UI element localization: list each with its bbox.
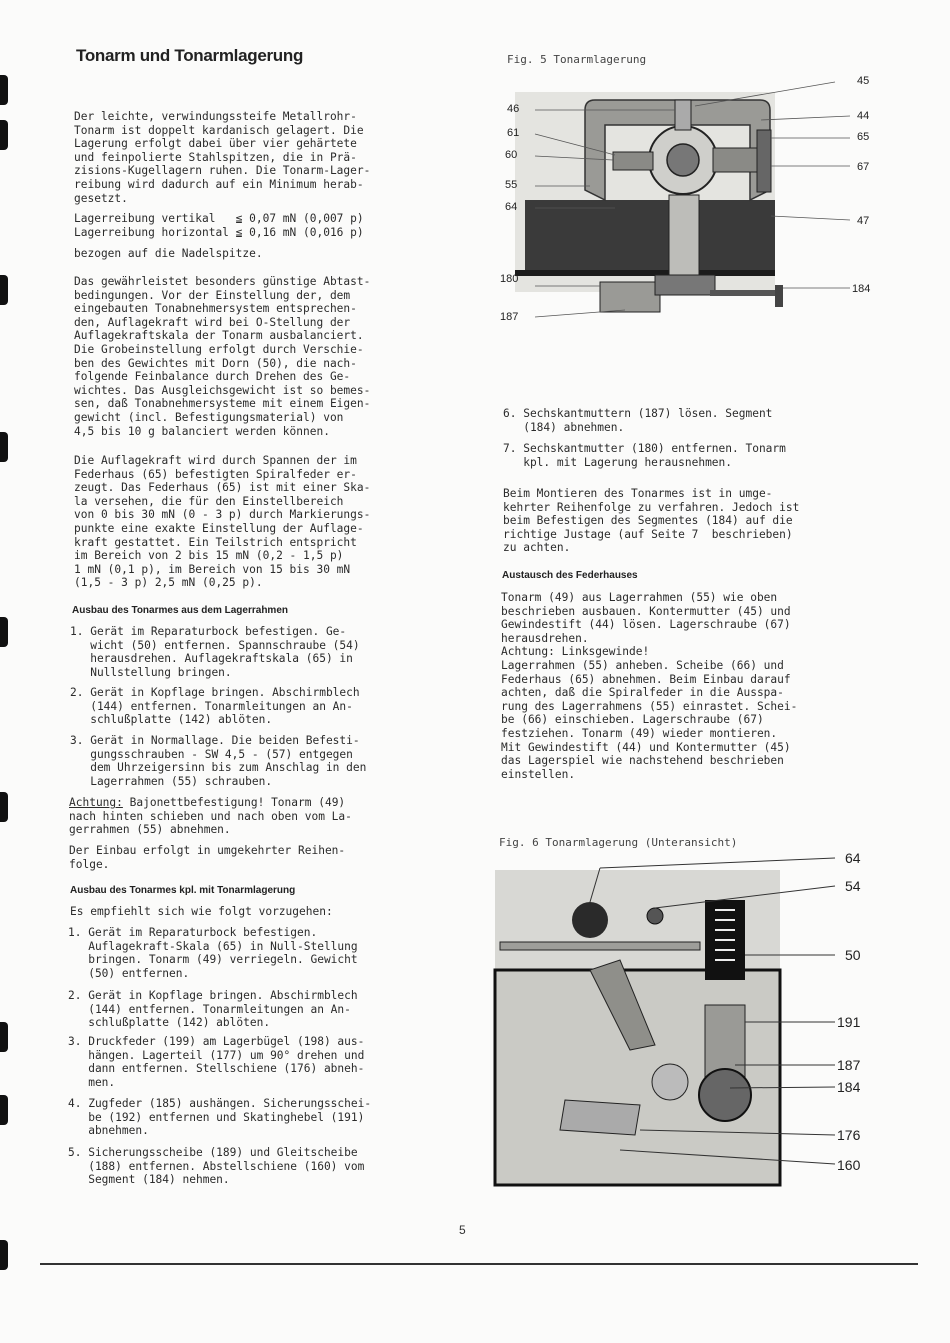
page-title: Tonarm und Tonarmlagerung	[76, 46, 304, 65]
complete-step-4: 4. Zugfeder (185) aushängen. Sicherungsschei- be (192) entfernen und Skatinghebel (191) abnehmen.	[68, 1097, 372, 1138]
fig5-label-64: 64	[505, 201, 518, 213]
fig5-shaft	[669, 195, 699, 280]
fig5-label-180: 180	[500, 273, 519, 285]
fig6-label-64: 64	[845, 850, 861, 866]
complete-step-1: 1. Gerät im Reparaturbock befestigen. Auflagekraft-Skala (65) in Null-Stellung bringen. Tonarm (49) verriegeln. Gewicht (50) entfernen.	[68, 926, 358, 980]
fig6-label-187: 187	[837, 1057, 861, 1073]
section-heading-complete-removal: Ausbau des Tonarmes kpl. mit Tonarmlagerung	[70, 885, 296, 896]
fig6-label-176: 176	[837, 1127, 861, 1143]
fig6-counterweight	[572, 902, 608, 938]
fig5-label-55: 55	[505, 179, 518, 191]
fig5-label-184: 184	[852, 283, 871, 295]
intro-paragraph: Der leichte, verwindungssteife Metallrohr- Tonarm ist doppelt kardanisch gelagert. Die Lagerung erfolgt dabei über vier gehärtete und feinpolierte Stahlspitzen, die in Prä- zisions-Kugellagern ruhen. Die Tonarm-Lager- reibung wird dadurch auf ein Minimum herab- gesetzt.	[74, 110, 371, 205]
fig5-caption: Fig. 5 Tonarmlagerung	[507, 53, 647, 66]
fig6-caption: Fig. 6 Tonarmlagerung (Unteransicht)	[499, 836, 738, 849]
fig6-label-50: 50	[845, 947, 861, 963]
section-heading-removal: Ausbau des Tonarmes aus dem Lagerrahmen	[72, 605, 288, 616]
fig5-label-44: 44	[857, 110, 870, 122]
attention-text: Bajonettbefestigung! Tonarm (49) nach hinten schieben und nach oben vom La- gerrahmen (55) abnehmen.	[69, 796, 352, 837]
fig5-label-187: 187	[500, 311, 519, 323]
fig6-rail	[560, 1100, 640, 1135]
tracking-force-paragraph: Die Auflagekraft wird durch Spannen der im Federhaus (65) befestigten Spiralfeder er- zeugt. Das Federhaus (65) ist mit einer Ska- la versehen, die für den Einstellbereich von 0 bis 30 mN (0 - 3 p) durch Markierungs- punkte eine exakte Einstellung der Auflage- kraft gestattet. Ein Teilstrich entspricht im Bereich von 2 bis 15 mN (0,2 - 1,5 p) 1 mN (0,1 p), im Bereich von 15 bis 30 mN (1,5 - 3 p) 2,5 mN (0,25 p).	[74, 454, 371, 590]
fig5-label-65: 65	[857, 131, 870, 143]
fig5-nut	[600, 282, 660, 312]
complete-step-2: 2. Gerät in Kopflage bringen. Abschirmblech (144) entfernen. Tonarmleitungen an An- schlußplatte (142) ablöten.	[68, 989, 358, 1030]
removal-step-2: 2. Gerät in Kopflage bringen. Abschirmblech (144) entfernen. Tonarmleitungen an An- schlußplatte (142) ablöten.	[70, 686, 360, 727]
section-heading-spring-housing: Austausch des Federhauses	[502, 570, 638, 581]
complete-step-3: 3. Druckfeder (199) am Lagerbügel (198) aus- hängen. Lagerteil (177) um 90° drehen und dann entfernen. Stellschiene (176) abneh- men.	[68, 1035, 365, 1089]
friction-values: Lagerreibung vertikal ≦ 0,07 mN (0,007 p) Lagerreibung horizontal ≦ 0,16 mN (0,016 p)	[74, 212, 364, 239]
fig5-bearing-drawing	[495, 70, 905, 340]
fig5-spring-housing	[757, 130, 771, 192]
fig5-label-47: 47	[857, 215, 870, 227]
fig6-tonearm-tube	[500, 942, 700, 950]
fig6-label-160: 160	[837, 1157, 861, 1173]
page-number: 5	[459, 1223, 466, 1237]
fig5-label-46: 46	[507, 103, 520, 115]
fig6-segment-knob	[699, 1069, 751, 1121]
attention-label: Achtung:	[69, 796, 123, 809]
complete-step-7: 7. Sechskantmutter (180) entfernen. Tonarm kpl. mit Lagerung herausnehmen.	[503, 442, 786, 469]
fig6-label-184: 184	[837, 1079, 861, 1095]
reassembly-note: Der Einbau erfolgt in umgekehrter Reihen- folge.	[69, 844, 346, 871]
fig6-label-54: 54	[845, 878, 861, 894]
fig5-label-67: 67	[857, 161, 870, 173]
complete-step-6: 6. Sechskantmuttern (187) lösen. Segment (184) abnehmen.	[503, 407, 773, 434]
spring-housing-text: Tonarm (49) aus Lagerrahmen (55) wie oben beschrieben ausbauen. Kontermutter (45) und Gewindestift (44) lösen. Lagerschraube (67) herausdrehen. Achtung: Linksgewinde! Lagerrahmen (55) anheben. Scheibe (66) und Federhaus (65) abnehmen. Beim Einbau darauf achten, daß die Spiralfeder in die Ausspa- rung des Lagerrahmens (55) einrastet. Schei- be (66) einschieben. Lagerschraube (67) festziehen. Tonarm (49) wieder montieren. Mit Gewindestift (44) und Kontermutter (45) das Lagerspiel wie nachstehend beschrieben einstellen.	[501, 591, 798, 781]
fig6-label-191: 191	[837, 1014, 861, 1030]
complete-step-5: 5. Sicherungsscheibe (189) und Gleitscheibe (188) entfernen. Abstellschiene (160) vom Segment (184) nehmen.	[68, 1146, 365, 1187]
complete-removal-intro: Es empfiehlt sich wie folgt vorzugehen:	[70, 905, 333, 918]
fig5-label-45: 45	[857, 75, 870, 87]
balance-paragraph: Das gewährleistet besonders günstige Abtast- bedingungen. Vor der Einstellung der, dem eingebauten Tonabnehmersystem entsprechen- den, Auflagekraft wird bei O-Stellung der Auflagekraftskala der Tonarm ausbalanciert. Die Grobeinstellung erfolgt durch Verschie- ben des Gewichtes mit Dorn (50), die nach- folgende Feinbalance durch Drehen des Ge- wichtes. Das Ausgleichsgewicht ist so bemes- sen, daß Tonabnehmersysteme mit einem Eigen- gewicht (incl. Befestigungsmaterial) von 4,5 bis 10 g balanciert werden können.	[74, 275, 371, 438]
assembly-note: Beim Montieren des Tonarmes ist in umge- kehrter Reihenfolge zu verfahren. Jedoch ist beim Befestigen des Segmentes (184) auf die richtige Justage (auf Seite 7 beschrieben) zu achten.	[503, 487, 800, 555]
friction-reference: bezogen auf die Nadelspitze.	[74, 247, 263, 260]
fig5-label-60: 60	[505, 149, 518, 161]
fig5-top-screw	[675, 100, 691, 130]
removal-step-3: 3. Gerät in Normallage. Die beiden Befesti- gungsschrauben - SW 4,5 - (57) entgegen dem Uhrzeigersinn bis zum Anschlag in den Lagerrahmen (55) schrauben.	[70, 734, 367, 788]
fig5-left-bearing	[613, 152, 653, 170]
attention-note	[69, 796, 352, 837]
bottom-rule	[40, 1263, 918, 1265]
fig5-base-plate	[525, 200, 775, 275]
removal-step-1: 1. Gerät im Reparaturbock befestigen. Ge- wicht (50) entfernen. Spannschraube (54) herausdrehen. Auflagekraftskala (65) in Nullstellung bringen.	[70, 625, 360, 679]
fig5-label-61: 61	[507, 127, 520, 139]
fig5-right-bearing	[713, 148, 758, 172]
